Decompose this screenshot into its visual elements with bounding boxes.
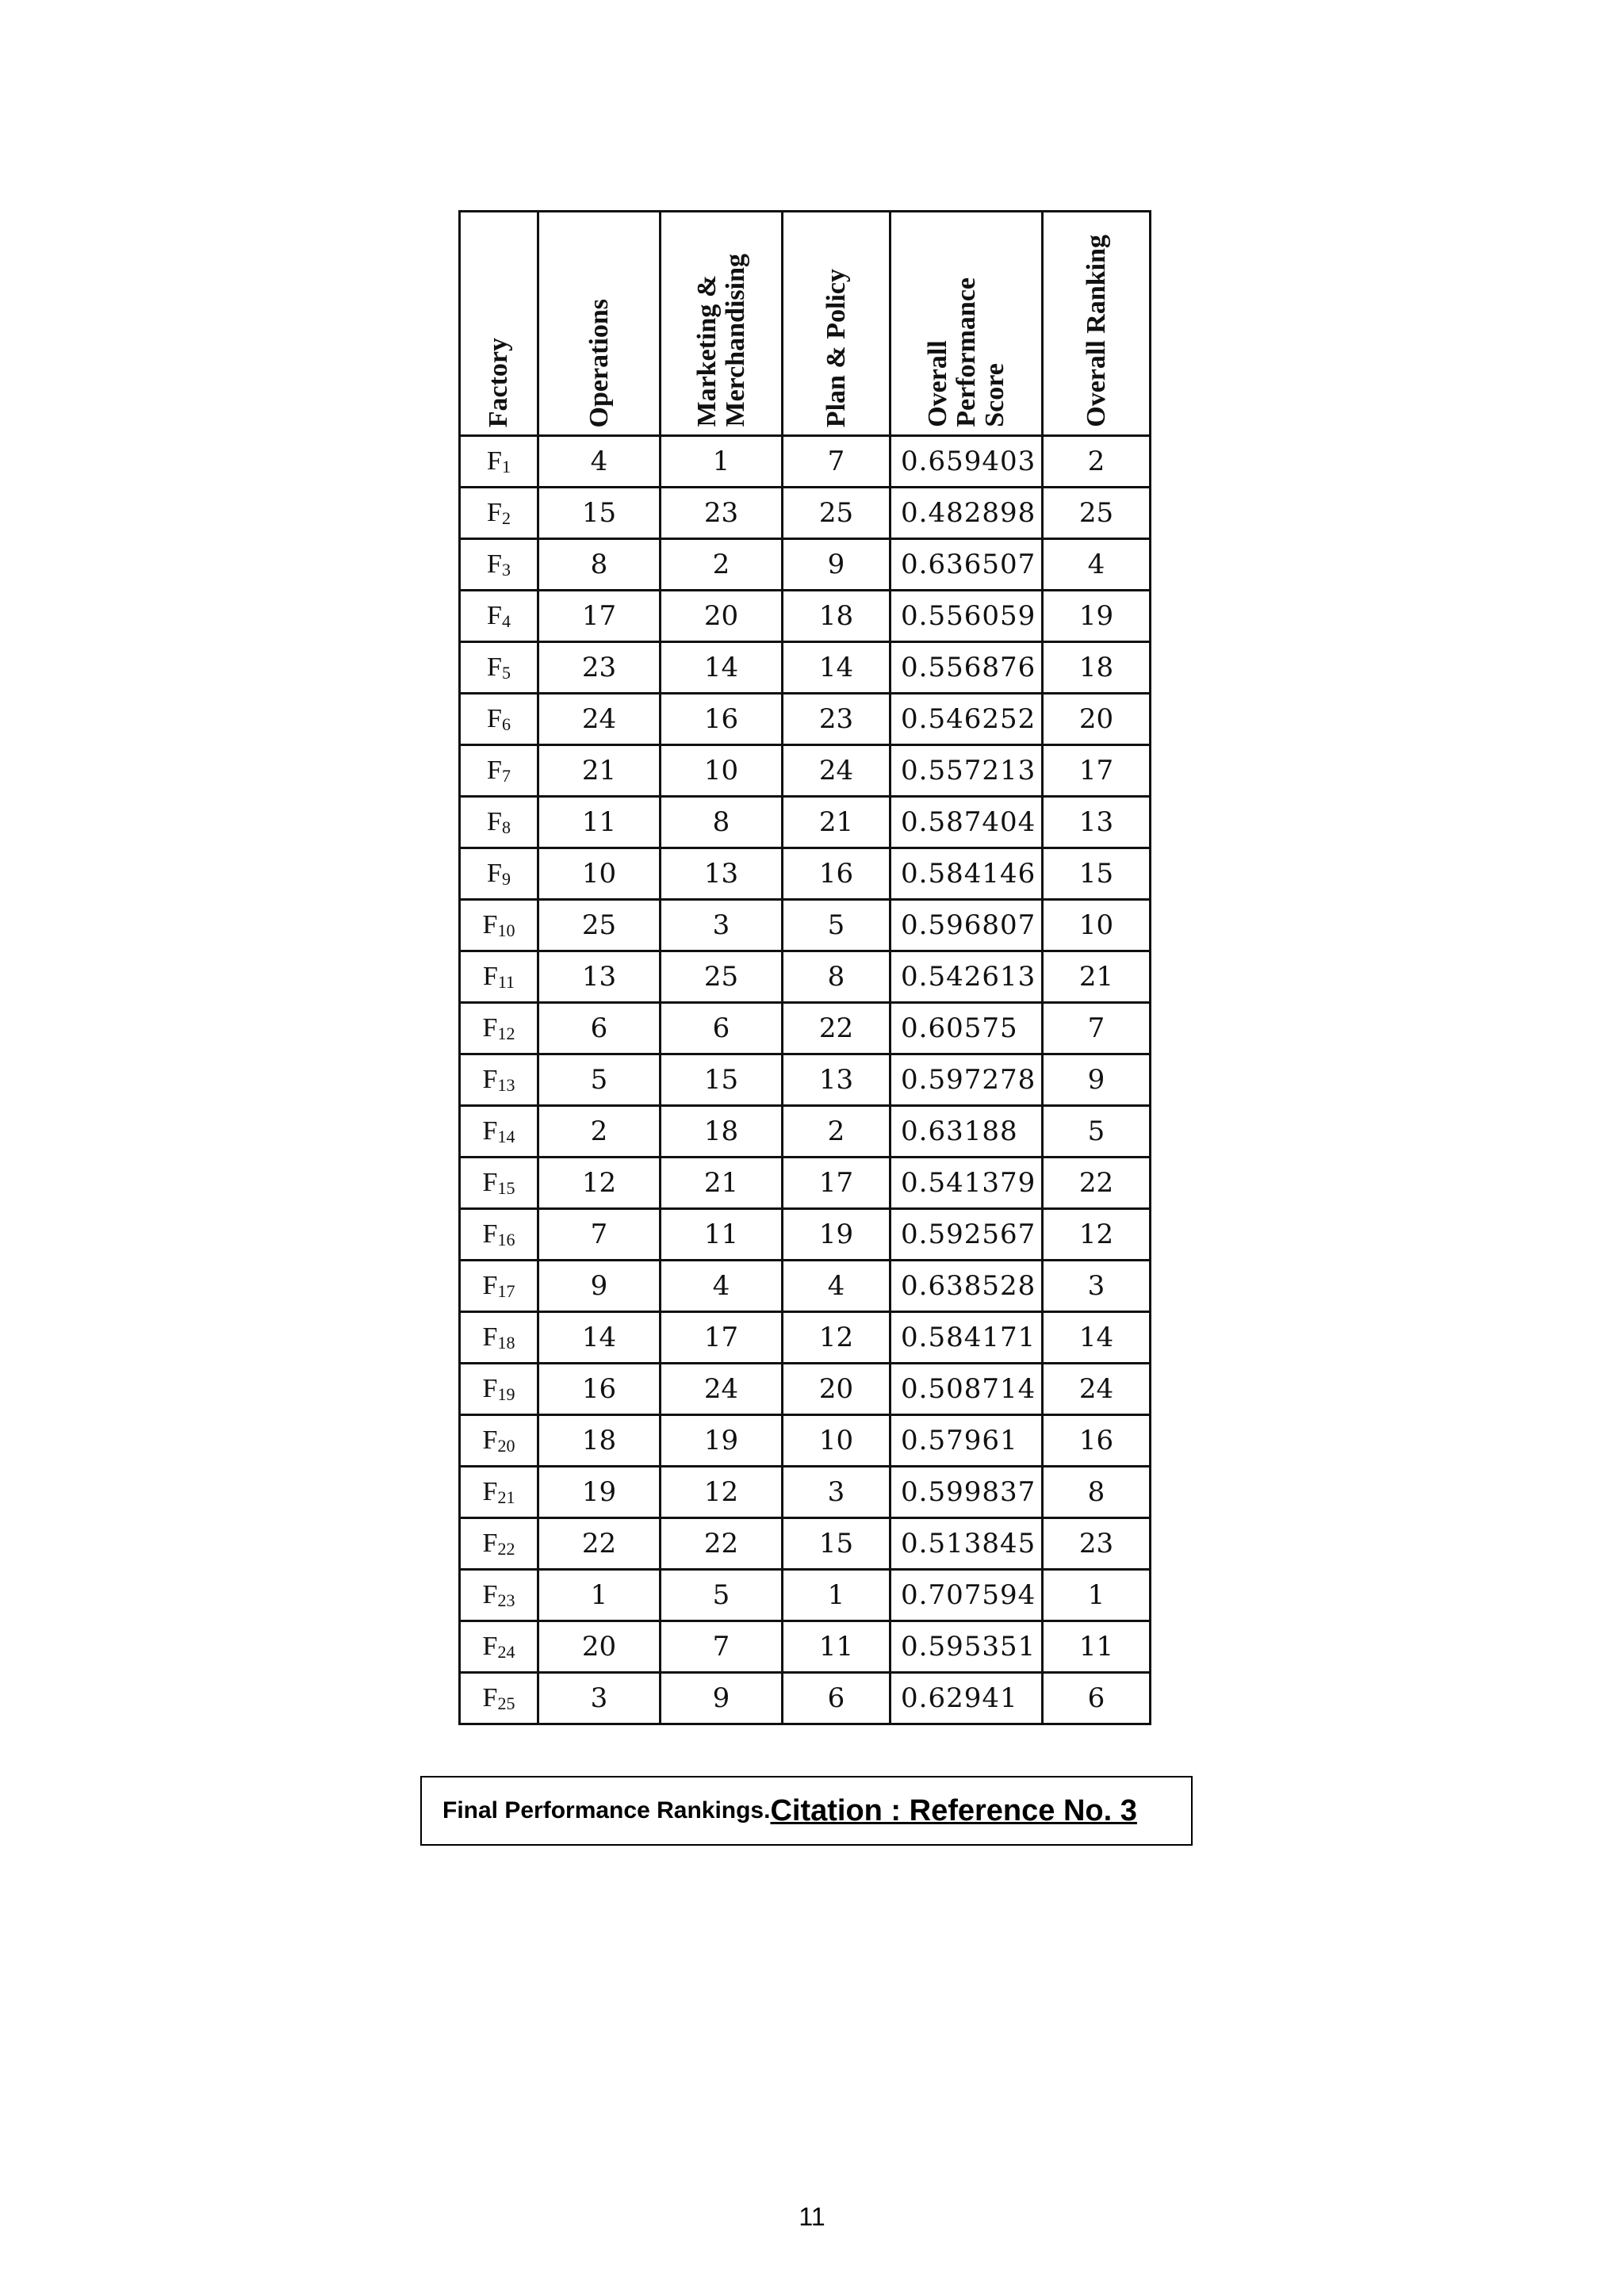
ranking-cell: 19	[1043, 591, 1151, 642]
marketing-cell: 20	[661, 591, 783, 642]
score-cell: 0.541379	[891, 1158, 1043, 1209]
score-cell: 0.546252	[891, 694, 1043, 745]
column-header-label: Plan & Policy	[821, 268, 851, 427]
plan-cell: 8	[783, 951, 891, 1003]
column-header-score	[891, 212, 1043, 436]
operations-cell: 17	[538, 591, 661, 642]
marketing-cell: 21	[661, 1158, 783, 1209]
marketing-cell: 6	[661, 1003, 783, 1054]
plan-cell: 11	[783, 1621, 891, 1673]
factory-cell	[460, 1518, 538, 1570]
score-cell: 0.638528	[891, 1261, 1043, 1312]
table-row	[460, 1518, 1151, 1570]
score-cell: 0.557213	[891, 745, 1043, 797]
factory-subscript: 18	[497, 1332, 515, 1353]
ranking-cell: 11	[1043, 1621, 1151, 1673]
table-row	[460, 951, 1151, 1003]
factory-subscript: 19	[497, 1383, 515, 1404]
factory-letter: F	[482, 1579, 498, 1609]
factory-subscript: 22	[497, 1538, 515, 1559]
column-header-label: Overall Ranking	[1081, 235, 1111, 427]
factory-cell	[460, 694, 538, 745]
marketing-cell: 2	[661, 539, 783, 591]
ranking-cell: 9	[1043, 1054, 1151, 1106]
factory-cell	[460, 1054, 538, 1106]
ranking-cell: 1	[1043, 1570, 1151, 1621]
table-row	[460, 1106, 1151, 1158]
table-row	[460, 1415, 1151, 1467]
page-number: 11	[799, 2202, 825, 2231]
column-header-plan	[783, 212, 891, 436]
ranking-cell: 25	[1043, 488, 1151, 539]
factory-cell	[460, 1621, 538, 1673]
factory-cell	[460, 848, 538, 900]
score-cell: 0.596807	[891, 900, 1043, 951]
operations-cell: 12	[538, 1158, 661, 1209]
score-cell: 0.513845	[891, 1518, 1043, 1570]
factory-subscript: 17	[497, 1280, 515, 1301]
plan-cell: 16	[783, 848, 891, 900]
table-row	[460, 1054, 1151, 1106]
marketing-cell: 13	[661, 848, 783, 900]
table-row	[460, 436, 1151, 488]
table-row	[460, 1209, 1151, 1261]
column-header-label: Operations	[584, 298, 614, 427]
factory-subscript: 24	[497, 1641, 515, 1662]
plan-cell: 13	[783, 1054, 891, 1106]
factory-cell	[460, 1158, 538, 1209]
ranking-cell: 13	[1043, 797, 1151, 848]
table-header-row	[460, 212, 1151, 436]
column-header-label: Marketing & Merchandising	[691, 254, 750, 427]
ranking-cell: 20	[1043, 694, 1151, 745]
factory-letter: F	[487, 858, 502, 888]
operations-cell: 9	[538, 1261, 661, 1312]
table-row	[460, 591, 1151, 642]
operations-cell: 11	[538, 797, 661, 848]
table-row	[460, 1261, 1151, 1312]
column-header-ranking	[1043, 212, 1151, 436]
factory-cell	[460, 1570, 538, 1621]
factory-subscript: 10	[497, 920, 515, 940]
factory-subscript: 14	[497, 1126, 515, 1146]
factory-letter: F	[482, 1167, 498, 1197]
factory-letter: F	[482, 1682, 498, 1712]
factory-subscript: 3	[501, 559, 511, 580]
ranking-cell: 7	[1043, 1003, 1151, 1054]
ranking-cell: 15	[1043, 848, 1151, 900]
factory-cell	[460, 1415, 538, 1467]
factory-cell	[460, 1467, 538, 1518]
table-row	[460, 642, 1151, 694]
operations-cell: 3	[538, 1673, 661, 1724]
plan-cell: 5	[783, 900, 891, 951]
marketing-cell: 16	[661, 694, 783, 745]
marketing-cell: 3	[661, 900, 783, 951]
plan-cell: 18	[783, 591, 891, 642]
factory-cell	[460, 1673, 538, 1724]
factory-letter: F	[482, 1425, 498, 1455]
score-cell: 0.597278	[891, 1054, 1043, 1106]
operations-cell: 25	[538, 900, 661, 951]
factory-cell	[460, 900, 538, 951]
table-row	[460, 539, 1151, 591]
ranking-cell: 6	[1043, 1673, 1151, 1724]
ranking-cell: 16	[1043, 1415, 1151, 1467]
plan-cell: 2	[783, 1106, 891, 1158]
plan-cell: 10	[783, 1415, 891, 1467]
plan-cell: 3	[783, 1467, 891, 1518]
table-row	[460, 1364, 1151, 1415]
operations-cell: 19	[538, 1467, 661, 1518]
operations-cell: 21	[538, 745, 661, 797]
operations-cell: 15	[538, 488, 661, 539]
score-cell: 0.62941	[891, 1673, 1043, 1724]
score-cell: 0.595351	[891, 1621, 1043, 1673]
plan-cell: 7	[783, 436, 891, 488]
factory-subscript: 11	[497, 971, 515, 992]
factory-subscript: 25	[497, 1693, 515, 1713]
ranking-cell: 23	[1043, 1518, 1151, 1570]
operations-cell: 6	[538, 1003, 661, 1054]
operations-cell: 22	[538, 1518, 661, 1570]
ranking-cell: 12	[1043, 1209, 1151, 1261]
marketing-cell: 4	[661, 1261, 783, 1312]
marketing-cell: 9	[661, 1673, 783, 1724]
factory-letter: F	[487, 497, 502, 527]
plan-cell: 4	[783, 1261, 891, 1312]
factory-subscript: 1	[501, 456, 511, 476]
operations-cell: 5	[538, 1054, 661, 1106]
factory-subscript: 20	[497, 1435, 515, 1456]
factory-letter: F	[487, 652, 502, 682]
score-cell: 0.636507	[891, 539, 1043, 591]
factory-cell	[460, 1364, 538, 1415]
column-header-label: Factory	[484, 337, 513, 427]
factory-subscript: 6	[501, 714, 511, 734]
table-row	[460, 1673, 1151, 1724]
marketing-cell: 11	[661, 1209, 783, 1261]
factory-letter: F	[482, 1219, 498, 1249]
score-cell: 0.60575	[891, 1003, 1043, 1054]
ranking-cell: 21	[1043, 951, 1151, 1003]
marketing-cell: 23	[661, 488, 783, 539]
operations-cell: 10	[538, 848, 661, 900]
factory-letter: F	[482, 909, 498, 939]
factory-cell	[460, 1209, 538, 1261]
factory-letter: F	[487, 806, 502, 836]
ranking-cell: 3	[1043, 1261, 1151, 1312]
factory-cell	[460, 745, 538, 797]
score-cell: 0.707594	[891, 1570, 1043, 1621]
table-row	[460, 1467, 1151, 1518]
table-row	[460, 1621, 1151, 1673]
score-cell: 0.57961	[891, 1415, 1043, 1467]
factory-subscript: 7	[501, 765, 511, 786]
plan-cell: 20	[783, 1364, 891, 1415]
operations-cell: 16	[538, 1364, 661, 1415]
operations-cell: 23	[538, 642, 661, 694]
ranking-cell: 8	[1043, 1467, 1151, 1518]
factory-letter: F	[482, 1270, 498, 1300]
table-row	[460, 694, 1151, 745]
plan-cell: 1	[783, 1570, 891, 1621]
score-cell: 0.584171	[891, 1312, 1043, 1364]
score-cell: 0.659403	[891, 436, 1043, 488]
factory-subscript: 9	[501, 868, 511, 889]
ranking-cell: 24	[1043, 1364, 1151, 1415]
factory-cell	[460, 1106, 538, 1158]
marketing-cell: 22	[661, 1518, 783, 1570]
operations-cell: 8	[538, 539, 661, 591]
factory-letter: F	[487, 703, 502, 733]
table-row	[460, 1003, 1151, 1054]
factory-subscript: 15	[497, 1177, 515, 1198]
operations-cell: 20	[538, 1621, 661, 1673]
factory-subscript: 5	[501, 662, 511, 683]
factory-letter: F	[482, 1373, 498, 1403]
factory-subscript: 16	[497, 1229, 515, 1249]
factory-letter: F	[482, 1064, 498, 1094]
ranking-cell: 5	[1043, 1106, 1151, 1158]
ranking-cell: 22	[1043, 1158, 1151, 1209]
operations-cell: 4	[538, 436, 661, 488]
column-header-marketing	[661, 212, 783, 436]
factory-letter: F	[487, 600, 502, 630]
factory-subscript: 8	[501, 817, 511, 837]
factory-letter: F	[482, 1631, 498, 1661]
factory-subscript: 21	[497, 1487, 515, 1507]
factory-subscript: 4	[501, 610, 511, 631]
marketing-cell: 17	[661, 1312, 783, 1364]
factory-cell	[460, 591, 538, 642]
caption-text: Final Performance Rankings.	[442, 1797, 771, 1823]
factory-subscript: 12	[497, 1023, 515, 1043]
plan-cell: 9	[783, 539, 891, 591]
factory-letter: F	[482, 1012, 498, 1043]
score-cell: 0.587404	[891, 797, 1043, 848]
operations-cell: 18	[538, 1415, 661, 1467]
operations-cell: 13	[538, 951, 661, 1003]
ranking-cell: 18	[1043, 642, 1151, 694]
caption-box	[420, 1776, 1193, 1846]
table-body	[460, 436, 1151, 1724]
factory-cell	[460, 539, 538, 591]
plan-cell: 23	[783, 694, 891, 745]
table-row	[460, 745, 1151, 797]
marketing-cell: 12	[661, 1467, 783, 1518]
score-cell: 0.542613	[891, 951, 1043, 1003]
factory-subscript: 23	[497, 1590, 515, 1610]
operations-cell: 24	[538, 694, 661, 745]
plan-cell: 6	[783, 1673, 891, 1724]
factory-subscript: 13	[497, 1074, 515, 1095]
ranking-cell: 17	[1043, 745, 1151, 797]
ranking-cell: 14	[1043, 1312, 1151, 1364]
score-cell: 0.556876	[891, 642, 1043, 694]
marketing-cell: 7	[661, 1621, 783, 1673]
ranking-cell: 4	[1043, 539, 1151, 591]
table-row	[460, 1158, 1151, 1209]
column-header-factory	[460, 212, 538, 436]
plan-cell: 19	[783, 1209, 891, 1261]
plan-cell: 22	[783, 1003, 891, 1054]
marketing-cell: 14	[661, 642, 783, 694]
factory-cell	[460, 1312, 538, 1364]
factory-subscript: 2	[501, 507, 511, 528]
plan-cell: 25	[783, 488, 891, 539]
plan-cell: 24	[783, 745, 891, 797]
factory-letter: F	[482, 1476, 498, 1506]
marketing-cell: 5	[661, 1570, 783, 1621]
plan-cell: 14	[783, 642, 891, 694]
factory-cell	[460, 642, 538, 694]
column-header-label: Overall Performance Score	[922, 277, 1009, 427]
plan-cell: 17	[783, 1158, 891, 1209]
marketing-cell: 15	[661, 1054, 783, 1106]
factory-letter: F	[482, 961, 498, 991]
marketing-cell: 10	[661, 745, 783, 797]
factory-cell	[460, 797, 538, 848]
factory-letter: F	[487, 549, 502, 579]
score-cell: 0.592567	[891, 1209, 1043, 1261]
score-cell: 0.599837	[891, 1467, 1043, 1518]
table-row	[460, 1570, 1151, 1621]
score-cell: 0.508714	[891, 1364, 1043, 1415]
table-row	[460, 797, 1151, 848]
factory-letter: F	[482, 1115, 498, 1146]
table-row	[460, 900, 1151, 951]
marketing-cell: 18	[661, 1106, 783, 1158]
marketing-cell: 1	[661, 436, 783, 488]
operations-cell: 2	[538, 1106, 661, 1158]
plan-cell: 12	[783, 1312, 891, 1364]
factory-cell	[460, 1003, 538, 1054]
factory-cell	[460, 436, 538, 488]
column-header-operations	[538, 212, 661, 436]
factory-letter: F	[487, 446, 502, 476]
operations-cell: 7	[538, 1209, 661, 1261]
plan-cell: 21	[783, 797, 891, 848]
ranking-cell: 10	[1043, 900, 1151, 951]
factory-letter: F	[482, 1322, 498, 1352]
marketing-cell: 19	[661, 1415, 783, 1467]
operations-cell: 14	[538, 1312, 661, 1364]
score-cell: 0.63188	[891, 1106, 1043, 1158]
score-cell: 0.556059	[891, 591, 1043, 642]
citation-link[interactable]: Citation : Reference No. 3	[770, 1793, 1137, 1827]
marketing-cell: 25	[661, 951, 783, 1003]
factory-letter: F	[487, 755, 502, 785]
marketing-cell: 8	[661, 797, 783, 848]
operations-cell: 1	[538, 1570, 661, 1621]
factory-cell	[460, 951, 538, 1003]
factory-cell	[460, 488, 538, 539]
marketing-cell: 24	[661, 1364, 783, 1415]
plan-cell: 15	[783, 1518, 891, 1570]
factory-letter: F	[482, 1528, 498, 1558]
table-row	[460, 488, 1151, 539]
score-cell: 0.584146	[891, 848, 1043, 900]
performance-table	[458, 210, 1151, 1725]
table-row	[460, 848, 1151, 900]
score-cell: 0.482898	[891, 488, 1043, 539]
ranking-cell: 2	[1043, 436, 1151, 488]
table-row	[460, 1312, 1151, 1364]
factory-cell	[460, 1261, 538, 1312]
